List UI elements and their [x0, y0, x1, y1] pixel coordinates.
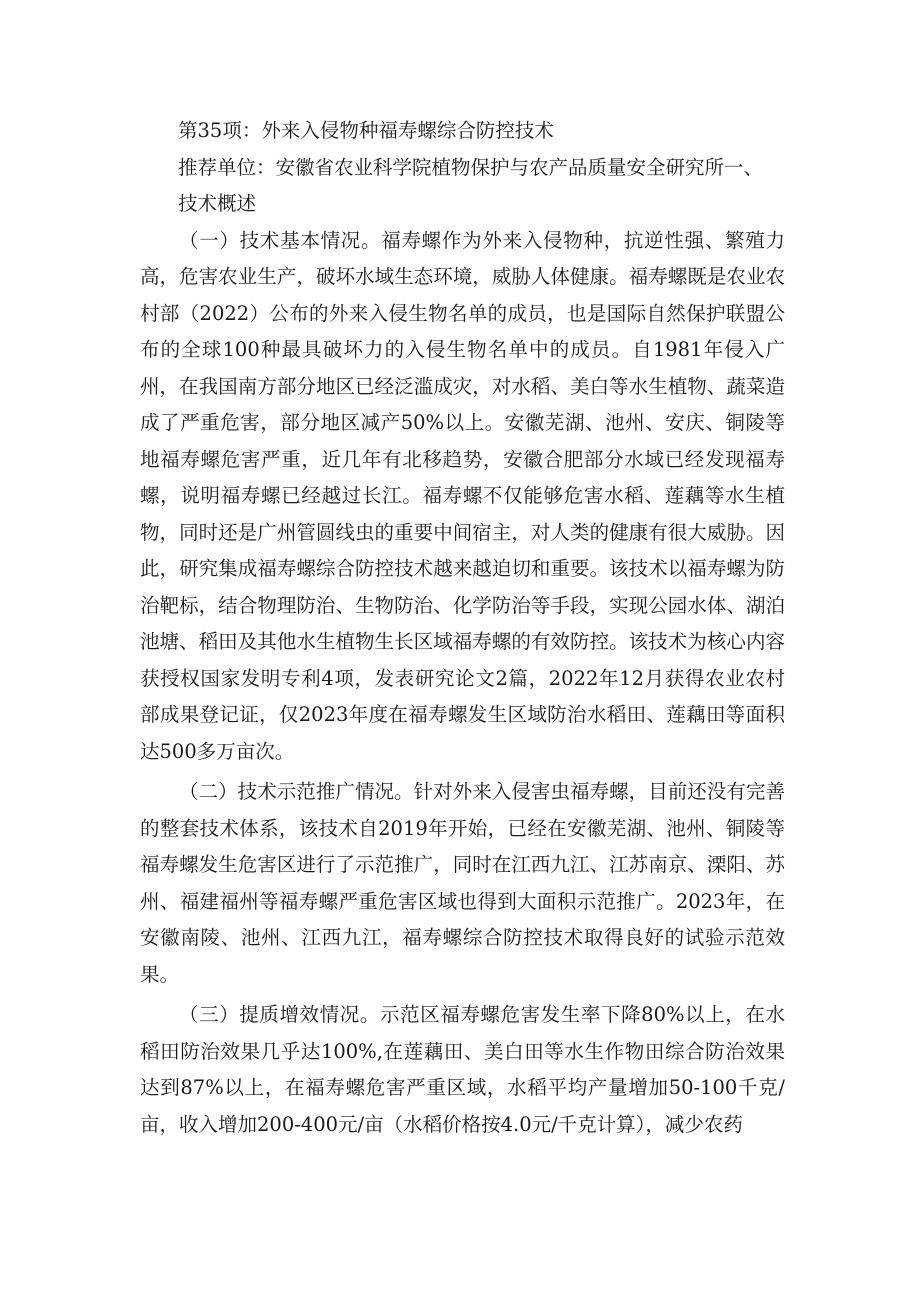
item-title: 第35项：外来入侵物种福寿螺综合防控技术 — [178, 119, 554, 142]
document-page — [140, 113, 785, 1143]
paragraph-basic-info: （一）技术基本情况。福寿螺作为外来入侵物种，抗逆性强、繁殖力高，危害农业生产，破坏水域生态环境，威胁人体健康。福寿螺既是农业农村部（2022）公布的外来入侵生物名单的成员，也是国际自然保护联盟公布的全球100种最具破坏力的入侵生物名单中的成员。自1981年侵入广州，在我国南方部分地区已经泛滥成灾，对水稻、美白等水生植物、蔬菜造成了严重危害，部分地区减产50%以上。安徽芜湖、池州、安庆、铜陵等地福寿螺危害严重，近几年有北移趋势，安徽合肥部分水域已经发现福寿螺，说明福寿螺已经越过长江。福寿螺不仅能够危害水稻、莲藕等水生植物，同时还是广州管圆线虫的重要中间宿主，对人类的健康有很大威胁。因此，研究集成福寿螺综合防控技术越来越迫切和重要。该技术以福寿螺为防治靶标，结合物理防治、生物防治、化学防治等手段，实现公园水体、湖泊池塘、稻田及其他水生植物生长区域福寿螺的有效防控。该技术为核心内容获授权国家发明专利4项，发表研究论文2篇，2022年12月获得农业农村部成果登记证，仅2023年度在福寿螺发生区域防治水稻田、莲藕田等面积达500多万亩次。 — [140, 228, 785, 763]
paragraph-quality-efficiency: （三）提质增效情况。示范区福寿螺危害发生率下降80%以上，在水稻田防治效果几乎达100%,在莲藕田、美白田等水生作物田综合防治效果达到87%以上，在福寿螺危害严重区域，水稻平均产量增加50-100千克/亩，收入增加200-400元/亩（水稻价格按4.0元/千克计算），减少农药 — [140, 1003, 785, 1136]
recommender-line: 推荐单位：安徽省农业科学院植物保护与农产品质量安全研究所一、 — [178, 155, 764, 179]
section-title: 技术概述 — [178, 192, 257, 215]
paragraph-demonstration: （二）技术示范推广情况。针对外来入侵害虫福寿螺，目前还没有完善的整套技术体系，该技术自2019年开始，已经在安徽芜湖、池州、铜陵等福寿螺发生危害区进行了示范推广，同时在江西九江、江苏南京、溧阳、苏州、福建福州等福寿螺严重危害区域也得到大面积示范推广。2023年，在安徽南陵、池州、江西九江，福寿螺综合防控技术取得良好的试验示范效果。 — [140, 780, 785, 986]
